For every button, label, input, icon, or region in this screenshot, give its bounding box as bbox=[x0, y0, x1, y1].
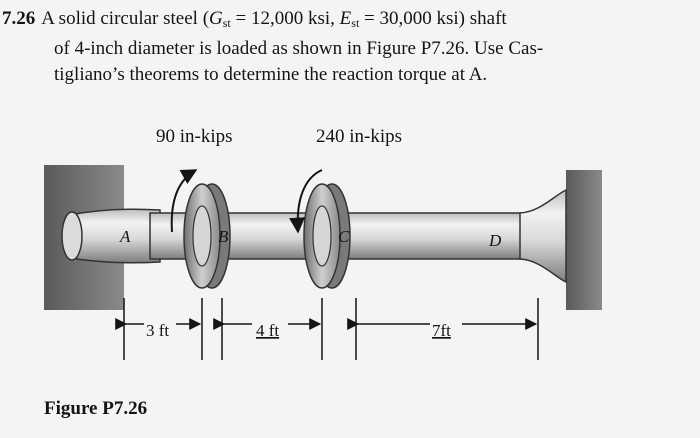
figure-caption: Figure P7.26 bbox=[44, 398, 148, 419]
right-flared-end bbox=[520, 190, 566, 282]
point-d-label: D bbox=[489, 231, 502, 250]
elastic-modulus-subscript: st bbox=[351, 16, 360, 30]
problem-line-2: of 4-inch diameter is loaded as shown in Figure P7.26. Use Cas- bbox=[54, 38, 544, 59]
flange-c-hub bbox=[313, 206, 331, 266]
right-wall bbox=[566, 170, 602, 310]
shear-modulus-subscript: st bbox=[222, 16, 231, 30]
dimension-label-3ft: 3 ft bbox=[146, 321, 170, 340]
dimension-label-7ft: 7ft bbox=[432, 321, 451, 340]
problem-line-3: tigliano’s theorems to determine the reaction torque at A. bbox=[54, 64, 488, 85]
dimension-label-4ft: 4 ft bbox=[256, 321, 280, 340]
shear-modulus-symbol: G bbox=[209, 8, 223, 29]
shear-modulus-value: = 12,000 ksi, bbox=[230, 8, 340, 29]
point-c-label: C bbox=[338, 227, 350, 246]
problem-number: 7.26 bbox=[2, 8, 36, 29]
torque-label-90: 90 in-kips bbox=[156, 126, 233, 147]
left-flared-end bbox=[70, 209, 160, 263]
left-end-face bbox=[62, 212, 82, 260]
elastic-modulus-value: = 30,000 ksi) shaft bbox=[359, 8, 507, 29]
problem-text-a: A solid circular steel ( bbox=[41, 8, 210, 29]
dimension-lines bbox=[124, 298, 538, 360]
point-b-label: B bbox=[218, 227, 229, 246]
torque-label-240: 240 in-kips bbox=[316, 126, 403, 147]
elastic-modulus-symbol: E bbox=[339, 8, 352, 29]
point-a-label: A bbox=[120, 227, 131, 246]
flange-b-hub bbox=[193, 206, 211, 266]
